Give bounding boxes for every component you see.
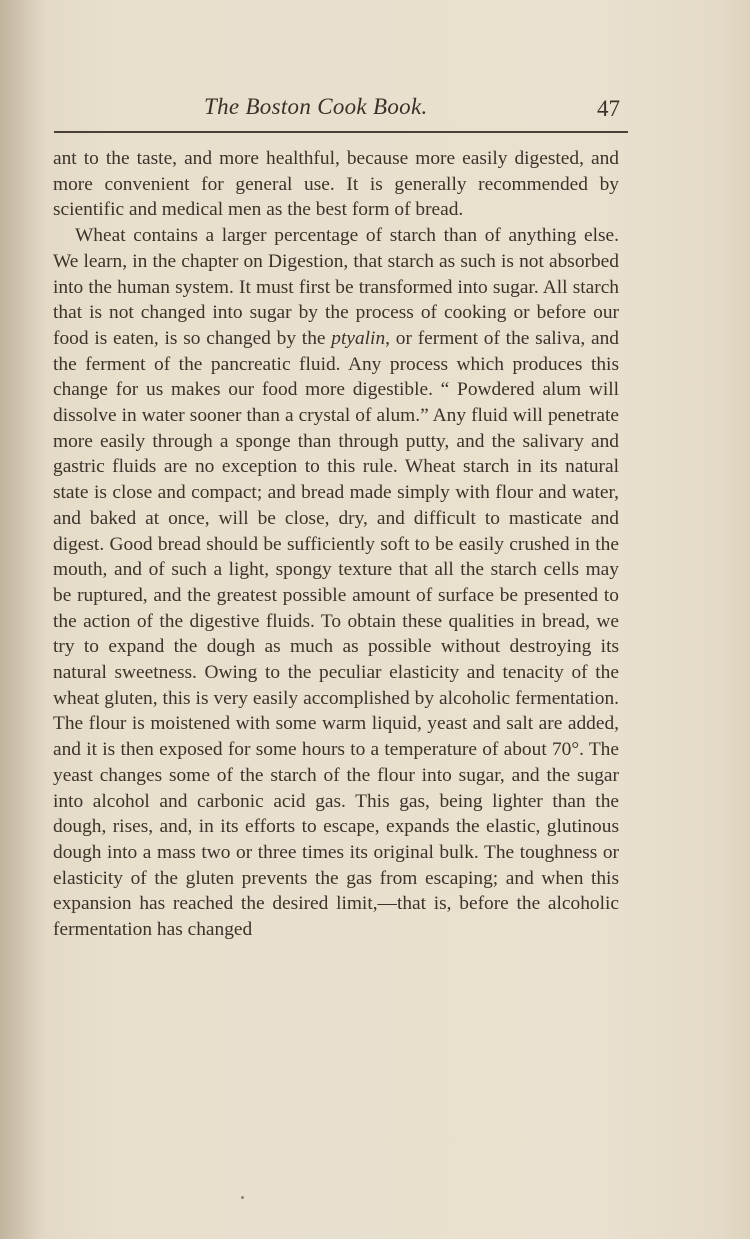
ptyalin-italic: ptyalin [331, 327, 386, 349]
paragraph-1: ant to the taste, and more healthful, because more easily digested, and more convenient for general use. It is generally recommended by scientific and medical men as the best form of bread. [53, 148, 619, 221]
header-rule [54, 131, 628, 133]
page-number: 47 [597, 96, 620, 121]
paragraph-2-part-2: , or ferment of the saliva, and the ferment of the pancreatic fluid. Any process which produces this change for us makes our food more digestible. “ Powdered alum will dissolve in water sooner than a crystal of alum.” Any fluid will penetrate more easily through a sponge than through putty, and the salivary and gastric fluids are no exception to this rule. Wheat starch in its natural state is close and compact; and bread made simply with flour and water, and baked at once, will be close, dry, and difficult to masticate and digest. Good bread should be sufficiently soft to be easily crushed in the mouth, and of such a light, spongy texture that all the starch cells may be ruptured, and the greatest possible amount of surface be presented to the action of the digestive fluids. To obtain these qualities in bread, we try to expand the dough as much as possible without destroying its natural sweetness. Owing to the peculiar elasticity and tenacity of the wheat gluten, this is very easily accomplished by alcoholic fermentation. The flour is moistened with some warm liquid, yeast and salt are added, and it is then exposed for some hours to a temperature of about 70°. The yeast changes some of the starch of the flour into sugar, and the sugar into alcohol and carbonic acid gas. This gas, being lighter than the dough, rises, and, in its efforts to escape, expands the elastic, glutinous dough into a mass two or three times its original bulk. The toughness or elasticity of the gluten prevents the gas from escaping; and when this expansion has reached the desired limit,—that is, before the alcoholic fermentation has changed [53, 327, 619, 941]
paragraph-2-part-1: Wheat contains a larger percentage of starch than of anything else. We learn, in the chapter on Digestion, that starch as such is not absorbed into the human system. It must first be transformed into sugar. All starch that is not changed into sugar by the process of cooking or before our food is eaten, is so changed by the [53, 225, 619, 349]
paper-speck [241, 1196, 244, 1199]
paragraph-2 [53, 223, 619, 943]
running-head [54, 92, 624, 132]
body-text [53, 146, 619, 943]
running-head-title: The Boston Cook Book. [204, 94, 428, 119]
spine-shadow [0, 0, 46, 1239]
